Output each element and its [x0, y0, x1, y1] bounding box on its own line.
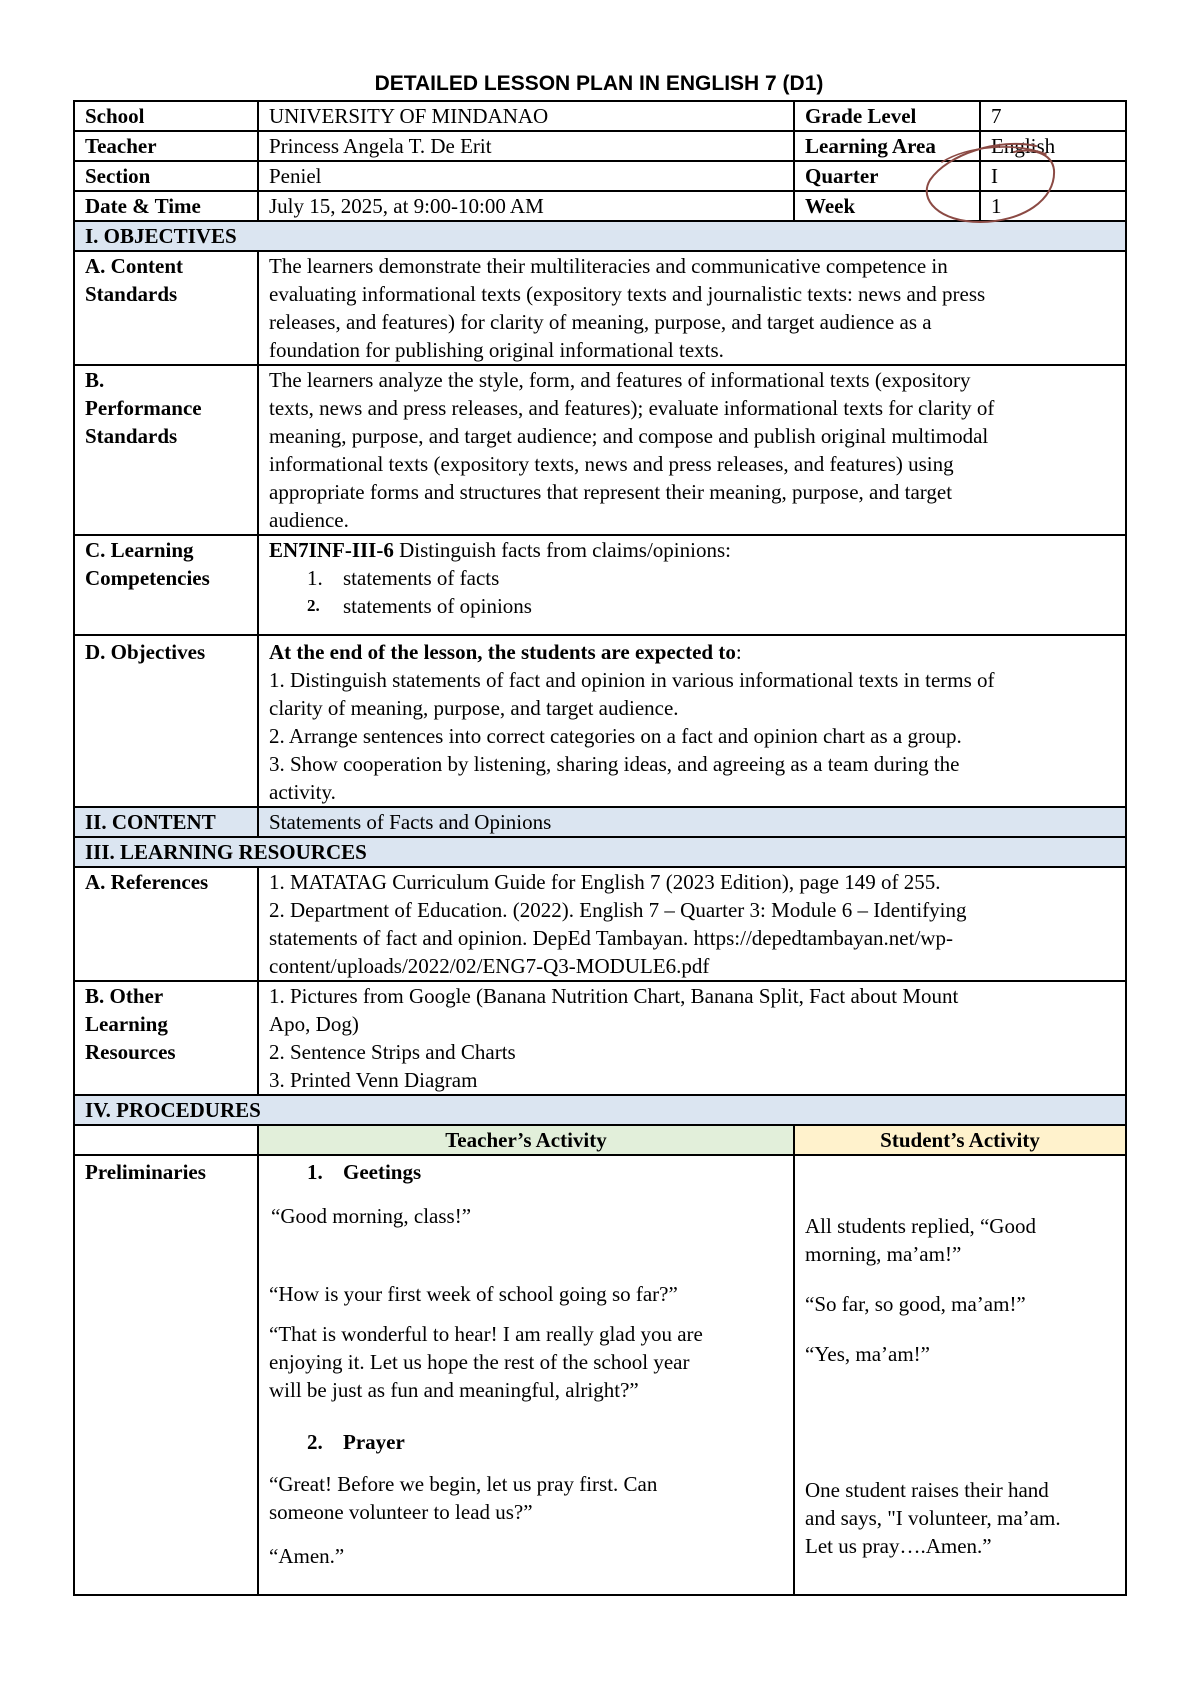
- objectives-heading: I. OBJECTIVES: [74, 221, 1126, 251]
- document-title: DETAILED LESSON PLAN IN ENGLISH 7 (D1): [374, 72, 824, 95]
- section-value: Peniel: [258, 161, 794, 191]
- grade-label: Grade Level: [794, 101, 980, 131]
- activity-header-row: [74, 1125, 1126, 1155]
- other-resources-text: 1. Pictures from Google (Banana Nutrition Chart, Banana Split, Fact about Mount Apo, Dog) 2. Sentence Strips and Charts 3. Printed Venn Diagram: [258, 981, 1126, 1095]
- content-standards-label: A. Content Standards: [74, 251, 258, 365]
- week-label: Week: [794, 191, 980, 221]
- learning-competencies-label: C. Learning Competencies: [74, 535, 258, 635]
- objectives-label: D. Objectives: [74, 635, 258, 807]
- list-item: 1. statements of facts: [307, 566, 500, 590]
- quarter-label: Quarter: [794, 161, 980, 191]
- teacher-greeting: “Good morning, class!”: [271, 1204, 472, 1228]
- teacher-amen: “Amen.”: [269, 1544, 345, 1568]
- other-resources-row: [74, 981, 1126, 1095]
- hand-drawn-circle-mark: [918, 140, 1062, 228]
- objectives-text: At the end of the lesson, the students are expected to: 1. Distinguish statements of fact and opinion in various informational texts in terms of clarity of meaning, purpose, and target audience. 2. Arrange sentences into correct categories on a fact and opinion chart as a group. 3. Show cooperation by listening, sharing ideas, and agreeing as a team during the activity.: [258, 635, 1126, 807]
- school-value: UNIVERSITY OF MINDANAO: [258, 101, 794, 131]
- procedures-heading-row: [74, 1095, 1126, 1125]
- teacher-question: “How is your first week of school going so far?”: [269, 1282, 678, 1306]
- teacher-value: Princess Angela T. De Erit: [258, 131, 794, 161]
- other-resources-label: B. Other Learning Resources: [74, 981, 258, 1095]
- teacher-label: Teacher: [74, 131, 258, 161]
- week-value: 1: [980, 191, 1126, 221]
- competency-code: EN7INF-III-6: [269, 538, 394, 562]
- date-label: Date & Time: [74, 191, 258, 221]
- date-value: July 15, 2025, at 9:00-10:00 AM: [258, 191, 794, 221]
- resources-heading-row: [74, 837, 1126, 867]
- section-label: Section: [74, 161, 258, 191]
- references-row: [74, 867, 1126, 981]
- objectives-row: [74, 635, 1126, 807]
- student-activity-cell: All students replied, “Good morning, ma’am!” “So far, so good, ma’am!” “Yes, ma’am!” One student raises their hand and says, "I volunteer, ma’am. Let us pray….Amen.”: [794, 1155, 1126, 1595]
- school-row: [74, 101, 1126, 131]
- performance-standards-label: B. Performance Standards: [74, 365, 258, 535]
- references-text: 1. MATATAG Curriculum Guide for English 7 (2023 Edition), page 149 of 255. 2. Department of Education. (2022). English 7 – Quarter 3: Module 6 – Identifying statements of fact and opinion. DepEd Tambayan. https://depedtambayan.net/wp- content/uploads/2022/02/ENG7-Q3-MODULE6.pdf: [258, 867, 1126, 981]
- learning-competencies-text: [258, 535, 1126, 635]
- area-label: Learning Area: [794, 131, 980, 161]
- objectives-intro: At the end of the lesson, the students are expected to: [269, 640, 736, 664]
- list-item: 2. statements of opinions: [307, 594, 532, 618]
- teacher-activity-cell: 1. Geetings “Good morning, class!” “How is your first week of school going so far?” “That is wonderful to hear! I am really glad you are enjoying it. Let us hope the rest of the school year will be just as fun and meaningful, alright?” 2. Prayer “Great! Before we begin, let us pray first. Can someone volunteer to lead us?” “Amen.”: [258, 1155, 794, 1595]
- area-value: English: [980, 131, 1126, 161]
- learning-competencies-row: [74, 535, 1126, 635]
- student-activity-header: Student’s Activity: [794, 1125, 1126, 1155]
- performance-standards-row: [74, 365, 1126, 535]
- grade-value: 7: [980, 101, 1126, 131]
- resources-heading: III. LEARNING RESOURCES: [74, 837, 1126, 867]
- performance-standards-text: The learners analyze the style, form, and features of informational texts (expository texts, news and press releases, and features); evaluate informational texts for clarity of meaning, purpose, and target audience; and compose and publish original multimodal informational texts (expository texts, news and press releases, and features) using appropriate forms and structures that represent their meaning, purpose, and target audience.: [258, 365, 1126, 535]
- procedures-heading: IV. PROCEDURES: [74, 1095, 1126, 1125]
- content-standards-text: The learners demonstrate their multiliteracies and communicative competence in evaluating informational texts (expository texts and journalistic texts: news and press releases, and features) for clarity of meaning, purpose, and target audience as a foundation for publishing original informational texts.: [258, 251, 1126, 365]
- prayer-heading: 2. Prayer: [307, 1430, 405, 1454]
- references-label: A. References: [74, 867, 258, 981]
- teacher-activity-header: Teacher’s Activity: [258, 1125, 794, 1155]
- content-heading: II. CONTENT: [74, 807, 258, 837]
- lesson-plan-table: [73, 100, 1127, 1596]
- competency-text: Distinguish facts from claims/opinions:: [393, 538, 731, 562]
- content-row: [74, 807, 1126, 837]
- preliminaries-row: [74, 1155, 1126, 1595]
- content-value: Statements of Facts and Opinions: [258, 807, 1126, 837]
- preliminaries-label: Preliminaries: [74, 1155, 258, 1595]
- greetings-heading: 1. Geetings: [307, 1160, 422, 1184]
- quarter-value: I: [980, 161, 1126, 191]
- school-label: School: [74, 101, 258, 131]
- activity-header-blank: [74, 1125, 258, 1155]
- content-standards-row: [74, 251, 1126, 365]
